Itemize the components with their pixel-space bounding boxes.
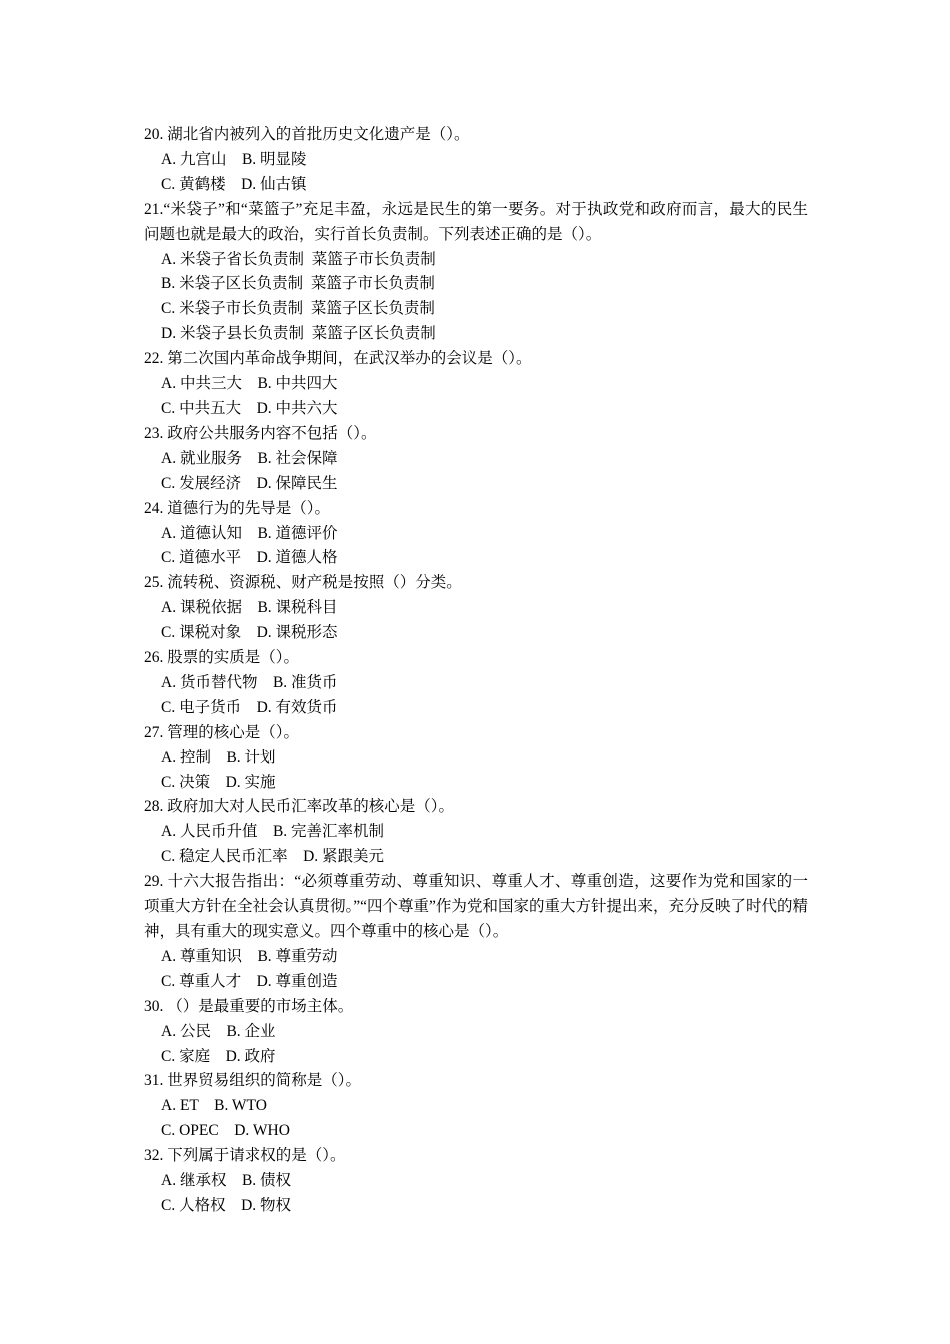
option-line: C. 发展经济 D. 保障民生 <box>161 474 338 492</box>
option-line: A. 课税依据 B. 课税科目 <box>161 599 338 617</box>
option-line: A. 九宫山 B. 明显陵 <box>161 150 307 168</box>
question-stem: 25. 流转税、资源税、财产税是按照（）分类。 <box>144 574 462 592</box>
option-line: C. 黄鹤楼 D. 仙古镇 <box>161 175 307 193</box>
question-stem: 29. 十六大报告指出：“必须尊重劳动、尊重知识、尊重人才、尊重创造，这要作为党和国家的一项重大方针在全社会认真贯彻。”“四个尊重”作为党和国家的重大方针提出来，充分反映了时代的精神，具有重大的现实意义。四个尊重中的核心是（）。 <box>144 873 808 940</box>
option-line: C. OPEC D. WHO <box>161 1122 290 1140</box>
option-line: B. 米袋子区长负责制 菜篮子市长负责制 <box>161 275 435 293</box>
question-stem: 28. 政府加大对人民币汇率改革的核心是（）。 <box>144 798 455 816</box>
question-24 <box>144 497 808 572</box>
option-line: C. 电子货币 D. 有效货币 <box>161 698 338 716</box>
question-stem: 23. 政府公共服务内容不包括（）。 <box>144 424 377 442</box>
question-stem: 32. 下列属于请求权的是（）。 <box>144 1147 346 1165</box>
question-stem: 30. （）是最重要的市场主体。 <box>144 997 354 1015</box>
question-32 <box>144 1144 808 1219</box>
question-31 <box>144 1069 808 1144</box>
option-line: C. 人格权 D. 物权 <box>161 1196 292 1214</box>
option-line: A. 公民 B. 企业 <box>161 1022 276 1040</box>
option-line: C. 中共五大 D. 中共六大 <box>161 399 338 417</box>
question-29 <box>144 870 808 995</box>
option-line: C. 家庭 D. 政府 <box>161 1047 276 1065</box>
option-line: A. 就业服务 B. 社会保障 <box>161 449 338 467</box>
option-line: C. 稳定人民币汇率 D. 紧跟美元 <box>161 848 385 866</box>
option-line: A. 道德认知 B. 道德评价 <box>161 524 338 542</box>
question-stem: 22. 第二次国内革命战争期间，在武汉举办的会议是（）。 <box>144 350 532 368</box>
question-21 <box>144 198 808 347</box>
question-stem: 20. 湖北省内被列入的首批历史文化遗产是（）。 <box>144 126 470 143</box>
question-27 <box>144 721 808 796</box>
question-stem: 26. 股票的实质是（）。 <box>144 649 300 667</box>
question-stem: 24. 道德行为的先导是（）。 <box>144 499 331 517</box>
question-22 <box>144 347 808 422</box>
option-line: D. 米袋子县长负责制 菜篮子区长负责制 <box>161 325 436 343</box>
question-stem: 21.“米袋子”和“菜篮子”充足丰盈，永远是民生的第一要务。对于执政党和政府而言，最大的民生问题也就是最大的政治，实行首长负责制。下列表述正确的是（）。 <box>144 200 808 243</box>
option-line: C. 课税对象 D. 课税形态 <box>161 624 338 642</box>
option-line: A. 中共三大 B. 中共四大 <box>161 375 338 393</box>
option-line: A. 尊重知识 B. 尊重劳动 <box>161 947 338 965</box>
option-line: A. 人民币升值 B. 完善汇率机制 <box>161 823 385 841</box>
question-list <box>144 123 808 1219</box>
option-line: A. 继承权 B. 债权 <box>161 1172 292 1190</box>
question-stem: 31. 世界贸易组织的简称是（）。 <box>144 1072 362 1090</box>
option-line: C. 道德水平 D. 道德人格 <box>161 549 338 567</box>
question-25 <box>144 571 808 646</box>
question-28 <box>144 795 808 870</box>
question-23 <box>144 422 808 497</box>
question-20 <box>144 123 808 198</box>
option-line: A. ET B. WTO <box>161 1097 267 1115</box>
question-stem: 27. 管理的核心是（）。 <box>144 723 300 741</box>
option-line: C. 尊重人才 D. 尊重创造 <box>161 972 338 990</box>
question-30 <box>144 995 808 1070</box>
option-line: A. 货币替代物 B. 准货币 <box>161 673 338 691</box>
option-line: C. 决策 D. 实施 <box>161 773 276 791</box>
option-line: A. 控制 B. 计划 <box>161 748 276 766</box>
question-26 <box>144 646 808 721</box>
option-line: A. 米袋子省长负责制 菜篮子市长负责制 <box>161 250 436 268</box>
option-line: C. 米袋子市长负责制 菜篮子区长负责制 <box>161 300 435 318</box>
